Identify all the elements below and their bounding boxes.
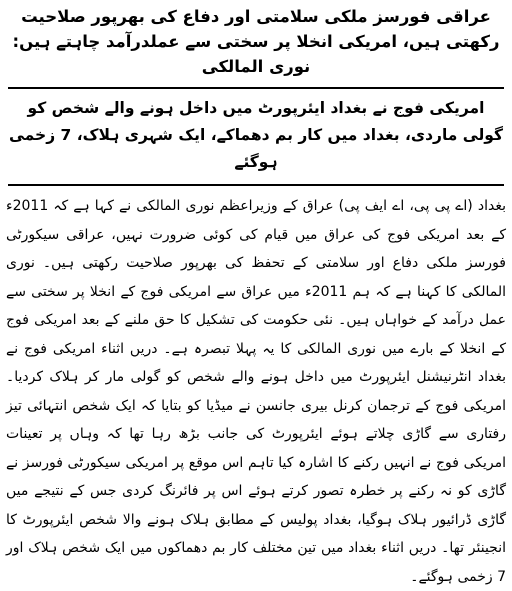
bottom-divider [8, 184, 504, 186]
article-body: بغداد (اے پی پی، اے ایف پی) عراق کے وزیراعظم نوری المالکی نے کہا ہے کہ 2011ء کے بعد امریکی فوج کی عراق میں قیام کی کوئی ضرورت نہیں، عراقی سیکورٹی فورسز ملکی دفاع اور سلامتی کے تحفظ کی بھرپور صلاحیت رکھتی ہیں۔ نوری المالکی کا کہنا ہے کہ ہم 2011ء میں عراق سے امریکی فوج کے انخلا پر سختی سے عمل درآمد کے خواہاں ہیں۔ نئی حکومت کی تشکیل کا حق ملنے کے بعد امریکی فوج کے انخلا کے بارے میں نوری المالکی کا یہ پہلا تبصرہ ہے۔ دریں اثناء امریکی فوج نے بغداد انٹرنیشنل ایئرپورٹ میں داخل ہونے والے شخص کو گولی مار کر ہلاک کردیا۔ امریکی فوج کے ترجمان کرنل بیری جانسن نے میڈیا کو بتایا کہ ایک شخص انتہائی تیز رفتاری سے گاڑی چلاتے ہوئے ایئرپورٹ کی جانب بڑھ رہا تھا کہ وہاں پر تعینات امریکی فوج نے انہیں رکنے کا اشارہ کیا تاہم اس موقع پر امریکی سیکورٹی فورسز نے گاڑی کو نہ رکنے پر خطرہ تصور کرتے ہوئے اس پر فائرنگ کردی جس کے نتیجے میں گاڑی ڈرائیور ہلاک ہوگیا، بغداد پولیس کے مطابق ہلاک ہونے والا شخص ایئرپورٹ کا انجینئر تھا۔ دریں اثناء بغداد میں تین مختلف کار بم دھماکوں میں ایک شخص ہلاک اور 7 زخمی ہوگئے۔ [6, 198, 506, 585]
top-divider [8, 87, 504, 89]
main-headline: عراقی فورسز ملکی سلامتی اور دفاع کی بھرپور صلاحیت رکھتی ہیں، امریکی انخلا پر سختی سے عملدرآمد چاہتے ہیں: نوری المالکی [12, 7, 500, 76]
sub-headline: امریکی فوج نے بغداد ایئرپورٹ میں داخل ہونے والے شخص کو گولی ماردی، بغداد میں کار بم دھماکے، ایک شہری ہلاک، 7 زخمی ہوگئے [8, 99, 504, 171]
